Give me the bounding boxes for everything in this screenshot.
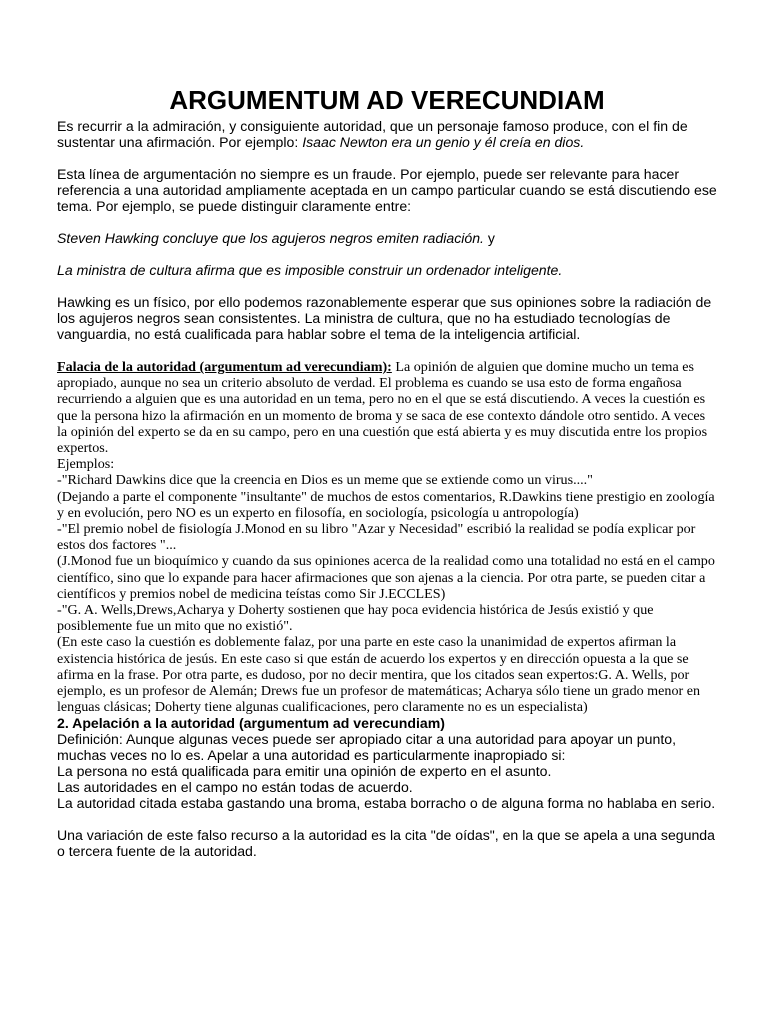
page-title: ARGUMENTUM AD VERECUNDIAM bbox=[169, 85, 605, 115]
ejemplo-monod: -"El premio nobel de fisiología J.Monod en su libro "Azar y Necesidad" escribió la realidad se podía explicar por estos dos factores "... bbox=[57, 521, 696, 554]
apelacion-definicion: Definición: Aunque algunas veces puede ser apropiado citar a una autoridad para apoyar un punto, muchas veces no lo es. Apelar a una autoridad es particularmente inapropiado si: bbox=[57, 731, 676, 764]
apelacion-heading: 2. Apelación a la autoridad (argumentum ad verecundiam) bbox=[57, 715, 445, 732]
paragraph-2: Esta línea de argumentación no siempre es un fraude. Por ejemplo, puede ser relevante para hacer referencia a una autoridad ampliamente aceptada en un campo particular cuando se está discutiendo ese tema. Por ejemplo, se puede distinguir claramente entre: bbox=[57, 166, 717, 214]
example-hawking-text: Steven Hawking concluye que los agujeros negros emiten radiación. bbox=[57, 230, 484, 246]
comentario-monod: (J.Monod fue un bioquímico y cuando da sus opiniones acerca de la realidad como una totalidad no está en el campo científico, sino que lo expande para hacer afirmaciones que son ajenas a la ciencia. Por otra parte, se pueden citar a científicos y premios nobel de medicina teístas como Sir J.ECCLES) bbox=[57, 553, 715, 602]
example-hawking-suffix: y bbox=[483, 230, 495, 246]
comentario-dawkins: (Dejando a parte el componente "insultante" de muchos de estos comentarios, R.Dawkins tiene prestigio en zoología y en evolución, pero NO es un experto en filosofía, en sociología, psicología u antropología) bbox=[57, 488, 715, 521]
intro-text: Es recurrir a la admiración, y consiguiente autoridad, que un personaje famoso produce, con el fin de sustentar una afirmación. Por ejemplo: bbox=[57, 118, 688, 150]
example-hawking bbox=[57, 230, 717, 246]
comentario-wells: (En este caso la cuestión es doblemente falaz, por una parte en este caso la unanimidad de expertos afirman la existencia histórica de jesús. En este caso si que están de acuerdo los expertos y en dirección opuesta a la que se afirma en la frase. Por otra parte, es dudoso, por no decir mentira, que los citados sean expertos:G. A. Wells, por ejemplo, es un profesor de Alemán; Drews fue un profesor de matemáticas; Acharya sólo tiene un grado menor en lenguas clásicas; Doherty tiene algunas cualificaciones, pero claramente no es un especialista) bbox=[57, 634, 701, 716]
apelacion-item: La persona no está qualificada para emitir una opinión de experto en el asunto. bbox=[57, 763, 552, 780]
ejemplo-dawkins: -"Richard Dawkins dice que la creencia en Dios es un meme que se extiende como un virus...." bbox=[57, 472, 593, 489]
ejemplo-wells: -"G. A. Wells,Drews,Acharya y Doherty sostienen que hay poca evidencia histórica de Jesús existió y que posiblemente fue un mito que no existió". bbox=[57, 602, 654, 635]
falacia-heading: Falacia de la autoridad (argumentum ad verecundiam): bbox=[57, 359, 392, 375]
example-ministra: La ministra de cultura afirma que es imposible construir un ordenador inteligente. bbox=[57, 262, 563, 278]
falacia-paragraph bbox=[57, 359, 717, 456]
falacia-text: La opinión de alguien que domine mucho un tema es apropiado, aunque no sea un criterio absoluto de verdad. El problema es cuando se usa esto de forma engañosa recurriendo a alguien que es una autoridad en un tema, pero no en el que se está discutiendo. A veces la cuestión es que la persona hizo la afirmación en un momento de broma y se saca de ese contexto dándole otro sentido. A veces la opinión del experto se da en su campo, pero en una cuestión que está abierta y es muy discutida entre los propios expertos. bbox=[57, 359, 708, 457]
intro-paragraph bbox=[57, 118, 717, 150]
document-page bbox=[57, 84, 717, 859]
intro-example: Isaac Newton era un genio y él creía en dios. bbox=[302, 134, 585, 150]
apelacion-item: La autoridad citada estaba gastando una broma, estaba borracho o de alguna forma no hablaba en serio. bbox=[57, 795, 716, 812]
paragraph-3: Hawking es un físico, por ello podemos razonablemente esperar que sus opiniones sobre la radiación de los agujeros negros sean consistentes. La ministra de cultura, que no ha estudiado tecnologías de vanguardia, no está cualificada para hablar sobre el tema de la inteligencia artificial. bbox=[57, 294, 712, 342]
apelacion-item: Las autoridades en el campo no están todas de acuerdo. bbox=[57, 779, 413, 796]
apelacion-variacion: Una variación de este falso recurso a la autoridad es la cita "de oídas", en la que se apela a una segunda o tercera fuente de la autoridad. bbox=[57, 827, 715, 860]
ejemplos-label: Ejemplos: bbox=[57, 456, 115, 473]
